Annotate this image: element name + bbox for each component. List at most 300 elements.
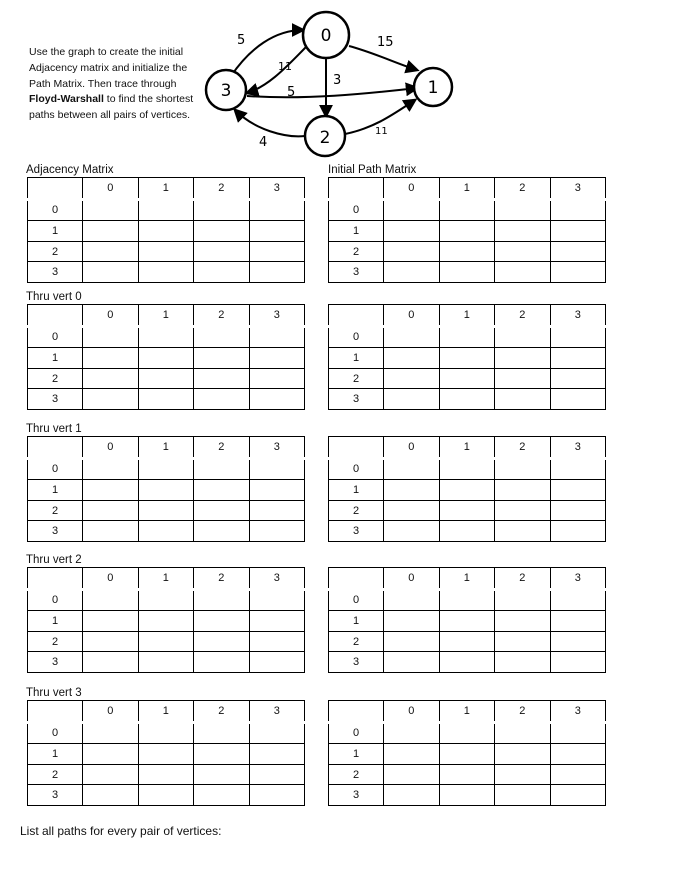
matrix-cell[interactable] bbox=[439, 589, 495, 611]
matrix-row-label: 1 bbox=[329, 221, 384, 242]
matrix-row bbox=[329, 722, 606, 744]
matrix-cell[interactable] bbox=[194, 589, 250, 611]
matrix-cell[interactable] bbox=[194, 262, 250, 283]
matrix-row bbox=[329, 631, 606, 652]
instructions bbox=[29, 45, 199, 124]
matrix-cell[interactable] bbox=[495, 326, 551, 348]
matrix-column-header: 3 bbox=[249, 437, 305, 459]
matrix-row-label: 0 bbox=[28, 589, 83, 611]
matrix-cell[interactable] bbox=[194, 458, 250, 480]
matrix-table-right bbox=[328, 177, 606, 283]
matrix-row-label: 2 bbox=[28, 631, 83, 652]
matrix-row-label: 3 bbox=[329, 262, 384, 283]
matrix-cell[interactable] bbox=[495, 744, 551, 765]
matrix-column-header: 2 bbox=[495, 178, 551, 200]
section-label-left: Adjacency Matrix bbox=[26, 164, 114, 176]
graph-vertex-label: 1 bbox=[427, 78, 439, 98]
matrix-row-label: 2 bbox=[329, 631, 384, 652]
matrix-cell[interactable] bbox=[550, 521, 606, 542]
instructions-text-end: to find the shortest paths between all pairs of vertices. bbox=[29, 93, 194, 122]
matrix-row bbox=[28, 500, 305, 521]
matrix-header-row bbox=[28, 437, 305, 459]
matrix-column-header: 3 bbox=[550, 568, 606, 590]
matrix-table-left bbox=[27, 177, 305, 283]
matrix-cell[interactable] bbox=[495, 764, 551, 785]
matrix-row bbox=[329, 785, 606, 806]
matrix-cell[interactable] bbox=[138, 480, 194, 501]
graph-vertex-label: 3 bbox=[220, 81, 232, 101]
matrix-cell[interactable] bbox=[194, 631, 250, 652]
matrix-cell[interactable] bbox=[439, 262, 495, 283]
matrix-row bbox=[28, 652, 305, 673]
matrix-cell[interactable] bbox=[439, 652, 495, 673]
matrix-cell[interactable] bbox=[194, 785, 250, 806]
matrix-column-header: 3 bbox=[550, 701, 606, 723]
matrix-cell[interactable] bbox=[384, 611, 440, 632]
matrix-corner-cell bbox=[28, 305, 83, 327]
matrix-column-header: 1 bbox=[439, 437, 495, 459]
matrix-cell[interactable] bbox=[550, 611, 606, 632]
matrix-column-header: 2 bbox=[194, 701, 250, 723]
matrix-row bbox=[329, 458, 606, 480]
matrix-column-header: 0 bbox=[384, 437, 440, 459]
footer-prompt: List all paths for every pair of vertices: bbox=[20, 824, 222, 838]
matrix-column-header: 1 bbox=[439, 701, 495, 723]
matrix-cell[interactable] bbox=[550, 744, 606, 765]
matrix-cell[interactable] bbox=[550, 389, 606, 410]
matrix-cell[interactable] bbox=[384, 221, 440, 242]
graph-edge-0-3 bbox=[247, 46, 307, 93]
matrix-cell[interactable] bbox=[194, 199, 250, 221]
matrix-corner-cell bbox=[329, 305, 384, 327]
matrix-cell[interactable] bbox=[249, 326, 305, 348]
matrix-column-header: 2 bbox=[194, 178, 250, 200]
matrix-cell[interactable] bbox=[439, 241, 495, 262]
matrix-cell[interactable] bbox=[550, 348, 606, 369]
graph-diagram bbox=[195, 8, 465, 168]
matrix-row bbox=[28, 262, 305, 283]
matrix-row-label: 0 bbox=[329, 199, 384, 221]
matrix-header-row bbox=[28, 178, 305, 200]
matrix-cell[interactable] bbox=[138, 241, 194, 262]
matrix-cell[interactable] bbox=[495, 241, 551, 262]
matrix-cell[interactable] bbox=[439, 389, 495, 410]
matrix-cell[interactable] bbox=[138, 326, 194, 348]
matrix-row-label: 0 bbox=[28, 199, 83, 221]
matrix-cell[interactable] bbox=[550, 368, 606, 389]
matrix-cell[interactable] bbox=[249, 458, 305, 480]
matrix-column-header: 0 bbox=[83, 305, 139, 327]
matrix-header-row bbox=[329, 178, 606, 200]
matrix-cell[interactable] bbox=[439, 611, 495, 632]
matrix-cell[interactable] bbox=[249, 589, 305, 611]
matrix-cell[interactable] bbox=[384, 199, 440, 221]
matrix-cell[interactable] bbox=[384, 722, 440, 744]
matrix-cell[interactable] bbox=[384, 458, 440, 480]
matrix-cell[interactable] bbox=[194, 348, 250, 369]
matrix-cell[interactable] bbox=[550, 458, 606, 480]
matrix-row-label: 3 bbox=[329, 785, 384, 806]
matrix-cell[interactable] bbox=[194, 241, 250, 262]
matrix-row-label: 2 bbox=[329, 241, 384, 262]
matrix-row-label: 0 bbox=[28, 458, 83, 480]
matrix-cell[interactable] bbox=[439, 221, 495, 242]
matrix-cell[interactable] bbox=[384, 348, 440, 369]
matrix-cell[interactable] bbox=[550, 631, 606, 652]
matrix-row-label: 3 bbox=[28, 521, 83, 542]
matrix-column-header: 2 bbox=[194, 568, 250, 590]
matrix-cell[interactable] bbox=[249, 744, 305, 765]
matrix-cell[interactable] bbox=[138, 368, 194, 389]
matrix-column-header: 0 bbox=[384, 178, 440, 200]
matrix-row-label: 3 bbox=[28, 652, 83, 673]
matrix-row-label: 1 bbox=[28, 744, 83, 765]
matrix-cell[interactable] bbox=[550, 785, 606, 806]
matrix-cell[interactable] bbox=[384, 521, 440, 542]
matrix-cell[interactable] bbox=[439, 521, 495, 542]
matrix-cell[interactable] bbox=[83, 521, 139, 542]
matrix-cell[interactable] bbox=[249, 764, 305, 785]
matrix-row bbox=[329, 500, 606, 521]
matrix-cell[interactable] bbox=[83, 631, 139, 652]
matrix-cell[interactable] bbox=[249, 199, 305, 221]
matrix-row bbox=[28, 744, 305, 765]
matrix-row bbox=[329, 348, 606, 369]
matrix-cell[interactable] bbox=[138, 221, 194, 242]
matrix-cell[interactable] bbox=[550, 500, 606, 521]
matrix-cell[interactable] bbox=[495, 631, 551, 652]
matrix-column-header: 1 bbox=[138, 437, 194, 459]
matrix-cell[interactable] bbox=[495, 480, 551, 501]
matrix-cell[interactable] bbox=[83, 652, 139, 673]
matrix-row bbox=[329, 611, 606, 632]
matrix-cell[interactable] bbox=[138, 199, 194, 221]
matrix-cell[interactable] bbox=[495, 389, 551, 410]
matrix-cell[interactable] bbox=[138, 589, 194, 611]
matrix-row-label: 0 bbox=[28, 326, 83, 348]
section-label-left: Thru vert 3 bbox=[26, 687, 82, 699]
matrix-cell[interactable] bbox=[138, 744, 194, 765]
matrix-cell[interactable] bbox=[495, 521, 551, 542]
matrix-cell[interactable] bbox=[83, 262, 139, 283]
matrix-row bbox=[329, 652, 606, 673]
matrix-row-label: 0 bbox=[329, 722, 384, 744]
matrix-cell[interactable] bbox=[249, 611, 305, 632]
matrix-cell[interactable] bbox=[384, 785, 440, 806]
matrix-cell[interactable] bbox=[439, 722, 495, 744]
matrix-cell[interactable] bbox=[249, 785, 305, 806]
matrix-cell[interactable] bbox=[249, 262, 305, 283]
section-label-left: Thru vert 0 bbox=[26, 291, 82, 303]
matrix-row bbox=[329, 368, 606, 389]
matrix-column-header: 0 bbox=[83, 701, 139, 723]
matrix-column-header: 2 bbox=[495, 437, 551, 459]
matrix-cell[interactable] bbox=[495, 458, 551, 480]
matrix-cell[interactable] bbox=[384, 764, 440, 785]
matrix-cell[interactable] bbox=[83, 764, 139, 785]
matrix-row bbox=[28, 348, 305, 369]
matrix-cell[interactable] bbox=[138, 722, 194, 744]
matrix-cell[interactable] bbox=[550, 221, 606, 242]
matrix-cell[interactable] bbox=[83, 785, 139, 806]
matrix-cell[interactable] bbox=[550, 652, 606, 673]
matrix-cell[interactable] bbox=[83, 199, 139, 221]
matrix-cell[interactable] bbox=[384, 326, 440, 348]
graph-edge-weight: 5 bbox=[287, 85, 296, 100]
matrix-cell[interactable] bbox=[83, 389, 139, 410]
matrix-cell[interactable] bbox=[439, 348, 495, 369]
matrix-cell[interactable] bbox=[550, 589, 606, 611]
matrix-row-label: 1 bbox=[329, 348, 384, 369]
section-label-right: Initial Path Matrix bbox=[328, 164, 417, 176]
matrix-cell[interactable] bbox=[249, 652, 305, 673]
matrix-cell[interactable] bbox=[138, 348, 194, 369]
graph-edge-weight: 11 bbox=[278, 60, 292, 73]
matrix-column-header: 1 bbox=[138, 305, 194, 327]
matrix-cell[interactable] bbox=[138, 611, 194, 632]
matrix-row bbox=[329, 326, 606, 348]
matrix-column-header: 3 bbox=[550, 178, 606, 200]
matrix-column-header: 2 bbox=[495, 701, 551, 723]
matrix-corner-cell bbox=[28, 568, 83, 590]
matrix-row-label: 3 bbox=[329, 521, 384, 542]
graph-vertex-label: 2 bbox=[319, 128, 331, 148]
matrix-cell[interactable] bbox=[138, 631, 194, 652]
matrix-row bbox=[28, 389, 305, 410]
matrix-row-label: 3 bbox=[329, 389, 384, 410]
matrix-row-label: 3 bbox=[28, 785, 83, 806]
matrix-cell[interactable] bbox=[384, 480, 440, 501]
matrix-cell[interactable] bbox=[138, 764, 194, 785]
matrix-cell[interactable] bbox=[194, 480, 250, 501]
matrix-cell[interactable] bbox=[439, 744, 495, 765]
matrix-cell[interactable] bbox=[249, 480, 305, 501]
matrix-cell[interactable] bbox=[249, 368, 305, 389]
matrix-column-header: 3 bbox=[550, 305, 606, 327]
matrix-column-header: 1 bbox=[138, 178, 194, 200]
matrix-header-row bbox=[329, 568, 606, 590]
matrix-column-header: 1 bbox=[439, 305, 495, 327]
matrix-cell[interactable] bbox=[138, 521, 194, 542]
matrix-cell[interactable] bbox=[194, 744, 250, 765]
matrix-cell[interactable] bbox=[249, 631, 305, 652]
matrix-table-left bbox=[27, 304, 305, 410]
graph-edge-weight: 3 bbox=[333, 73, 342, 88]
matrix-cell[interactable] bbox=[194, 500, 250, 521]
matrix-cell[interactable] bbox=[384, 631, 440, 652]
matrix-table-right bbox=[328, 567, 606, 673]
matrix-cell[interactable] bbox=[550, 262, 606, 283]
matrix-table-right bbox=[328, 700, 606, 806]
matrix-row-label: 3 bbox=[28, 262, 83, 283]
matrix-row bbox=[28, 221, 305, 242]
matrix-row bbox=[28, 326, 305, 348]
matrix-cell[interactable] bbox=[83, 221, 139, 242]
matrix-cell[interactable] bbox=[249, 348, 305, 369]
matrix-column-header: 3 bbox=[550, 437, 606, 459]
matrix-cell[interactable] bbox=[83, 458, 139, 480]
matrix-cell[interactable] bbox=[384, 652, 440, 673]
matrix-cell[interactable] bbox=[249, 241, 305, 262]
graph-edge-weight: 15 bbox=[377, 35, 394, 50]
matrix-row-label: 2 bbox=[28, 368, 83, 389]
matrix-column-header: 1 bbox=[439, 568, 495, 590]
matrix-row bbox=[329, 589, 606, 611]
matrix-cell[interactable] bbox=[495, 221, 551, 242]
matrix-cell[interactable] bbox=[550, 480, 606, 501]
matrix-cell[interactable] bbox=[194, 389, 250, 410]
matrix-cell[interactable] bbox=[495, 199, 551, 221]
matrix-cell[interactable] bbox=[83, 480, 139, 501]
matrix-cell[interactable] bbox=[439, 458, 495, 480]
matrix-corner-cell bbox=[28, 701, 83, 723]
graph-edge-weight: 5 bbox=[237, 33, 246, 48]
matrix-cell[interactable] bbox=[83, 500, 139, 521]
matrix-cell[interactable] bbox=[550, 722, 606, 744]
matrix-cell[interactable] bbox=[495, 785, 551, 806]
matrix-cell[interactable] bbox=[495, 348, 551, 369]
matrix-cell[interactable] bbox=[384, 368, 440, 389]
matrix-column-header: 1 bbox=[138, 568, 194, 590]
matrix-cell[interactable] bbox=[495, 611, 551, 632]
matrix-cell[interactable] bbox=[194, 221, 250, 242]
matrix-cell[interactable] bbox=[384, 262, 440, 283]
matrix-cell[interactable] bbox=[550, 241, 606, 262]
matrix-cell[interactable] bbox=[83, 744, 139, 765]
matrix-row-label: 3 bbox=[329, 652, 384, 673]
matrix-cell[interactable] bbox=[439, 764, 495, 785]
matrix-cell[interactable] bbox=[550, 199, 606, 221]
matrix-cell[interactable] bbox=[138, 389, 194, 410]
matrix-cell[interactable] bbox=[550, 326, 606, 348]
matrix-row bbox=[329, 241, 606, 262]
matrix-cell[interactable] bbox=[194, 611, 250, 632]
matrix-cell[interactable] bbox=[439, 199, 495, 221]
matrix-row bbox=[329, 262, 606, 283]
graph-edge-weight: 11 bbox=[375, 126, 388, 137]
matrix-corner-cell bbox=[28, 437, 83, 459]
matrix-column-header: 2 bbox=[495, 305, 551, 327]
matrix-cell[interactable] bbox=[439, 480, 495, 501]
matrix-column-header: 3 bbox=[249, 701, 305, 723]
matrix-column-header: 0 bbox=[83, 437, 139, 459]
matrix-cell[interactable] bbox=[249, 722, 305, 744]
matrix-row-label: 1 bbox=[329, 611, 384, 632]
matrix-cell[interactable] bbox=[384, 744, 440, 765]
matrix-header-row bbox=[329, 305, 606, 327]
matrix-row-label: 1 bbox=[28, 480, 83, 501]
matrix-cell[interactable] bbox=[138, 500, 194, 521]
matrix-cell[interactable] bbox=[138, 458, 194, 480]
matrix-cell[interactable] bbox=[194, 368, 250, 389]
matrix-cell[interactable] bbox=[83, 368, 139, 389]
graph-edge-3-1 bbox=[247, 88, 417, 97]
matrix-cell[interactable] bbox=[384, 389, 440, 410]
matrix-cell[interactable] bbox=[83, 611, 139, 632]
matrix-row-label: 2 bbox=[329, 500, 384, 521]
matrix-column-header: 2 bbox=[194, 437, 250, 459]
matrix-cell[interactable] bbox=[495, 652, 551, 673]
matrix-row bbox=[329, 199, 606, 221]
matrix-table-right bbox=[328, 304, 606, 410]
matrix-row-label: 0 bbox=[28, 722, 83, 744]
matrix-row bbox=[28, 480, 305, 501]
matrix-cell[interactable] bbox=[83, 326, 139, 348]
matrix-cell[interactable] bbox=[249, 500, 305, 521]
matrix-cell[interactable] bbox=[495, 368, 551, 389]
matrix-corner-cell bbox=[329, 568, 384, 590]
matrix-cell[interactable] bbox=[194, 722, 250, 744]
matrix-row bbox=[329, 744, 606, 765]
matrix-cell[interactable] bbox=[439, 326, 495, 348]
matrix-header-row bbox=[28, 701, 305, 723]
matrix-row-label: 1 bbox=[28, 348, 83, 369]
matrix-row bbox=[28, 764, 305, 785]
matrix-cell[interactable] bbox=[83, 348, 139, 369]
matrix-row bbox=[329, 480, 606, 501]
matrix-row-label: 2 bbox=[28, 500, 83, 521]
matrix-header-row bbox=[28, 568, 305, 590]
matrix-cell[interactable] bbox=[83, 241, 139, 262]
matrix-cell[interactable] bbox=[194, 326, 250, 348]
matrix-row-label: 2 bbox=[28, 241, 83, 262]
matrix-cell[interactable] bbox=[194, 764, 250, 785]
matrix-corner-cell bbox=[329, 437, 384, 459]
matrix-row-label: 2 bbox=[329, 764, 384, 785]
matrix-column-header: 3 bbox=[249, 305, 305, 327]
matrix-row bbox=[28, 241, 305, 262]
matrix-cell[interactable] bbox=[138, 785, 194, 806]
matrix-row bbox=[329, 221, 606, 242]
matrix-row bbox=[28, 368, 305, 389]
matrix-row-label: 1 bbox=[329, 744, 384, 765]
matrix-cell[interactable] bbox=[439, 368, 495, 389]
matrix-cell[interactable] bbox=[83, 589, 139, 611]
matrix-row bbox=[329, 521, 606, 542]
matrix-cell[interactable] bbox=[439, 500, 495, 521]
matrix-cell[interactable] bbox=[83, 722, 139, 744]
matrix-row bbox=[28, 199, 305, 221]
matrix-row-label: 3 bbox=[28, 389, 83, 410]
matrix-column-header: 0 bbox=[384, 305, 440, 327]
matrix-cell[interactable] bbox=[249, 521, 305, 542]
matrix-cell[interactable] bbox=[495, 262, 551, 283]
matrix-column-header: 0 bbox=[384, 701, 440, 723]
matrix-cell[interactable] bbox=[138, 652, 194, 673]
matrix-cell[interactable] bbox=[194, 652, 250, 673]
matrix-cell[interactable] bbox=[138, 262, 194, 283]
matrix-cell[interactable] bbox=[550, 764, 606, 785]
matrix-row-label: 1 bbox=[28, 611, 83, 632]
matrix-cell[interactable] bbox=[439, 785, 495, 806]
matrix-cell[interactable] bbox=[384, 589, 440, 611]
graph-edge-2-3 bbox=[235, 110, 305, 136]
section-label-left: Thru vert 2 bbox=[26, 554, 82, 566]
matrix-cell[interactable] bbox=[249, 389, 305, 410]
matrix-row-label: 0 bbox=[329, 326, 384, 348]
matrix-cell[interactable] bbox=[249, 221, 305, 242]
matrix-cell[interactable] bbox=[495, 589, 551, 611]
matrix-cell[interactable] bbox=[495, 500, 551, 521]
matrix-cell[interactable] bbox=[194, 521, 250, 542]
section-label-left: Thru vert 1 bbox=[26, 423, 82, 435]
matrix-cell[interactable] bbox=[439, 631, 495, 652]
matrix-cell[interactable] bbox=[384, 500, 440, 521]
matrix-corner-cell bbox=[329, 701, 384, 723]
matrix-row bbox=[28, 589, 305, 611]
matrix-cell[interactable] bbox=[384, 241, 440, 262]
matrix-cell[interactable] bbox=[495, 722, 551, 744]
